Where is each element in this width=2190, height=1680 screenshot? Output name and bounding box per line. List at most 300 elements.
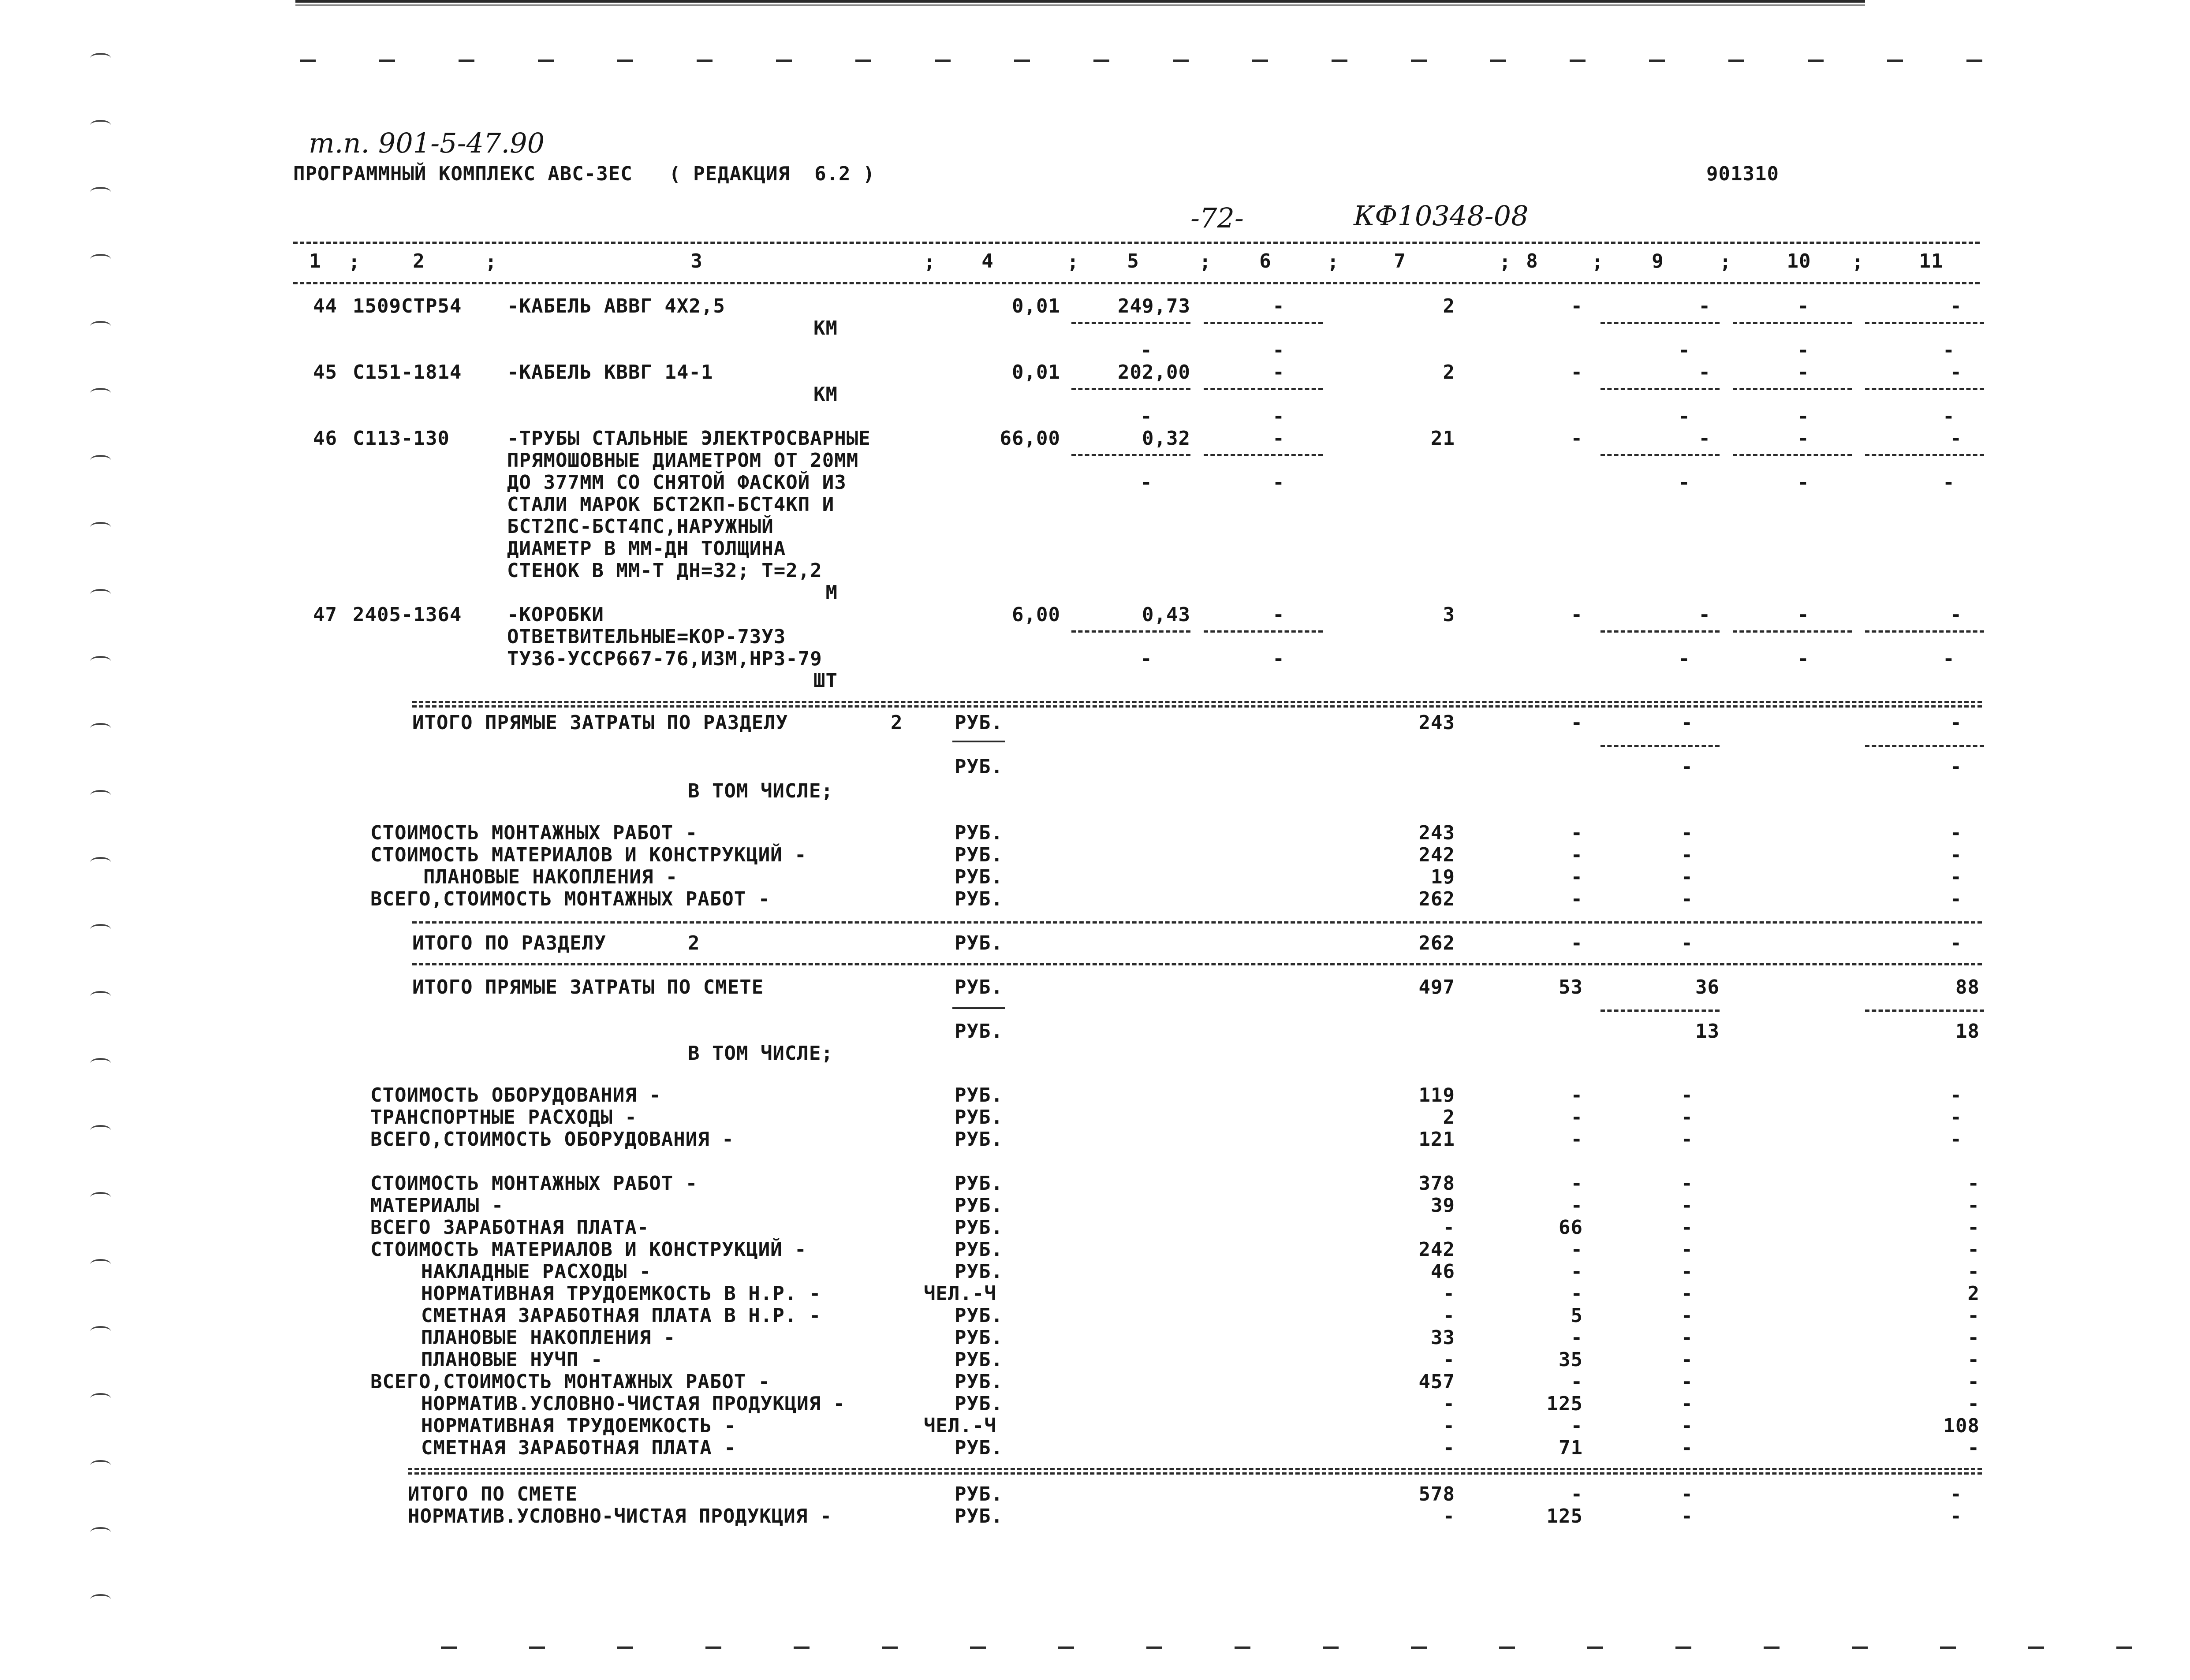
works-row-col8: 5 xyxy=(1571,1304,1583,1327)
handwritten-reference: КФ10348-08 xyxy=(1354,200,1529,232)
section-breakdown-unit: РУБ. xyxy=(955,888,1003,910)
item-col7: 21 xyxy=(1431,427,1455,450)
estimate-total-sub-col11: 18 xyxy=(1955,1020,1980,1043)
works-row-unit: РУБ. xyxy=(955,1172,1003,1195)
works-row-col8: 35 xyxy=(1559,1348,1583,1371)
works-row-col8: - xyxy=(1571,1415,1583,1437)
table-rule xyxy=(1071,630,1190,633)
works-row-col9: - xyxy=(1681,1216,1693,1239)
page-number: -72- xyxy=(1190,202,1244,234)
column-separator: ; xyxy=(1592,251,1604,273)
item-col10: - xyxy=(1797,361,1809,384)
feed-hole-mark xyxy=(90,1125,111,1135)
section-total-col7: 243 xyxy=(1418,711,1455,734)
works-row-col11: 2 xyxy=(1967,1282,1980,1305)
item-number: 45 xyxy=(313,361,337,384)
section-breakdown-col11: - xyxy=(1950,866,1962,888)
feed-hole-mark xyxy=(90,1527,111,1537)
feed-hole-mark xyxy=(90,1460,111,1470)
works-row-col11: - xyxy=(1967,1326,1980,1349)
works-row-label: ПЛАНОВЫЕ НАКОПЛЕНИЯ - xyxy=(421,1326,676,1349)
final-row-col8: 125 xyxy=(1546,1505,1583,1527)
feed-hole-mark xyxy=(90,991,111,1001)
scan-dash xyxy=(1499,1646,1515,1649)
item-code: С151-1814 xyxy=(353,361,462,384)
item-unit: КМ xyxy=(813,383,838,406)
feed-hole-mark xyxy=(90,656,111,666)
section-summary-label: ИТОГО ПО РАЗДЕЛУ xyxy=(412,932,606,954)
feed-hole-mark xyxy=(90,924,111,934)
table-rule xyxy=(1865,745,1984,747)
equipment-row-col7: 2 xyxy=(1443,1106,1455,1129)
item-name-line: ПРЯМОШОВНЫЕ ДИАМЕТРОМ ОТ 20ММ xyxy=(507,449,859,472)
item-sub-col10: - xyxy=(1797,339,1809,361)
item-code: 2405-1364 xyxy=(353,603,462,626)
section-including-label: В ТОМ ЧИСЛЕ; xyxy=(688,780,833,802)
works-row-unit: РУБ. xyxy=(955,1348,1003,1371)
final-row-col8: - xyxy=(1571,1483,1583,1505)
item-sub-col9: - xyxy=(1678,471,1690,494)
item-unit: КМ xyxy=(813,317,838,339)
section-total-sub-col9: - xyxy=(1681,756,1693,778)
section-breakdown-col11: - xyxy=(1950,888,1962,910)
works-row-col8: - xyxy=(1571,1282,1583,1305)
item-quantity: 66,00 xyxy=(1000,427,1060,450)
table-rule xyxy=(952,741,1005,742)
estimate-total-unit: РУБ. xyxy=(955,976,1003,998)
works-row-col7: - xyxy=(1443,1282,1455,1305)
scan-dash xyxy=(441,1646,457,1649)
scan-dash xyxy=(1966,60,1982,62)
works-row-col7: - xyxy=(1443,1415,1455,1437)
item-sub-col6: - xyxy=(1272,648,1285,670)
equipment-row-col9: - xyxy=(1681,1128,1693,1151)
section-breakdown-col7: 262 xyxy=(1418,888,1455,910)
works-row-col8: - xyxy=(1571,1172,1583,1195)
works-row-col11: - xyxy=(1967,1172,1980,1195)
item-col6: - xyxy=(1272,427,1285,450)
works-row-col7: 39 xyxy=(1431,1194,1455,1217)
item-sub-col5: - xyxy=(1140,648,1153,670)
item-number: 47 xyxy=(313,603,337,626)
item-sub-col9: - xyxy=(1678,339,1690,361)
item-name-line: ТУ36-УССР667-76,ИЗМ,НР3-79 xyxy=(507,648,822,670)
item-price: 0,43 xyxy=(1142,603,1190,626)
item-sub-col5: - xyxy=(1140,405,1153,428)
item-sub-col9: - xyxy=(1678,648,1690,670)
table-rule xyxy=(1733,388,1852,390)
table-rule xyxy=(1733,322,1852,324)
item-name-line: СТЕНОК В ММ-Т ДН=32; Т=2,2 xyxy=(507,559,822,582)
table-rule xyxy=(1071,388,1190,390)
table-rule xyxy=(1601,1009,1720,1012)
works-row-col11: - xyxy=(1967,1371,1980,1393)
column-number-3: 3 xyxy=(690,250,703,272)
column-separator: ; xyxy=(1852,251,1864,273)
final-row-col7: - xyxy=(1443,1505,1455,1527)
column-number-7: 7 xyxy=(1394,250,1406,272)
works-row-col7: - xyxy=(1443,1437,1455,1459)
item-col9: - xyxy=(1698,603,1711,626)
works-row-unit: РУБ. xyxy=(955,1304,1003,1327)
section-breakdown-col9: - xyxy=(1681,888,1693,910)
works-row-col8: 125 xyxy=(1546,1393,1583,1415)
equipment-row-col11: - xyxy=(1950,1084,1962,1106)
section-breakdown-col8: - xyxy=(1571,866,1583,888)
works-row-label: СТОИМОСТЬ МАТЕРИАЛОВ И КОНСТРУКЦИЙ - xyxy=(370,1238,807,1261)
item-name-line: ДО 377ММ СО СНЯТОЙ ФАСКОЙ ИЗ xyxy=(507,471,847,494)
item-name-line: ОТВЕТВИТЕЛЬНЫЕ=КОР-73У3 xyxy=(507,626,786,648)
scan-dash xyxy=(697,60,713,62)
item-price: 202,00 xyxy=(1118,361,1190,384)
scan-dash xyxy=(1411,60,1427,62)
table-rule xyxy=(1865,454,1984,456)
item-unit: ШТ xyxy=(813,670,838,692)
estimate-total-col7: 497 xyxy=(1418,976,1455,998)
scan-dash xyxy=(1332,60,1347,62)
works-row-unit: РУБ. xyxy=(955,1238,1003,1261)
column-separator: ; xyxy=(1720,251,1732,273)
item-code: С113-130 xyxy=(353,427,450,450)
table-rule xyxy=(1204,388,1323,390)
scan-dash xyxy=(1675,1646,1691,1649)
works-row-col9: - xyxy=(1681,1326,1693,1349)
item-col9: - xyxy=(1698,427,1711,450)
table-rule xyxy=(1204,630,1323,633)
scan-dash xyxy=(1093,60,1109,62)
scan-dash xyxy=(794,1646,810,1649)
section-breakdown-label: СТОИМОСТЬ МОНТАЖНЫХ РАБОТ - xyxy=(370,822,698,844)
section-breakdown-unit: РУБ. xyxy=(955,844,1003,866)
section-summary-col11: - xyxy=(1950,932,1962,954)
scan-dash xyxy=(529,1646,545,1649)
section-breakdown-col7: 243 xyxy=(1418,822,1455,844)
works-row-col7: - xyxy=(1443,1348,1455,1371)
scan-dash xyxy=(1728,60,1744,62)
works-row-col11: - xyxy=(1967,1348,1980,1371)
item-col10: - xyxy=(1797,427,1809,450)
estimate-total-col8: 53 xyxy=(1559,976,1583,998)
column-separator: ; xyxy=(1067,251,1079,273)
item-col7: 3 xyxy=(1443,603,1455,626)
equipment-row-col11: - xyxy=(1950,1106,1962,1129)
item-col10: - xyxy=(1797,295,1809,317)
scan-dash xyxy=(776,60,792,62)
table-rule xyxy=(952,1007,1005,1009)
column-separator: ; xyxy=(924,251,936,273)
item-price: 249,73 xyxy=(1118,295,1190,317)
section-breakdown-label: ПЛАНОВЫЕ НАКОПЛЕНИЯ - xyxy=(423,866,678,888)
scan-dash xyxy=(1411,1646,1427,1649)
column-separator: ; xyxy=(1327,251,1339,273)
scan-dash xyxy=(459,60,474,62)
scan-dash xyxy=(1323,1646,1339,1649)
item-name-line: БСТ2ПС-БСТ4ПС,НАРУЖНЫЙ xyxy=(507,515,774,538)
column-number-4: 4 xyxy=(981,250,994,272)
scan-dash xyxy=(300,60,316,62)
section-total-label: ИТОГО ПРЯМЫЕ ЗАТРАТЫ ПО РАЗДЕЛУ xyxy=(412,711,788,734)
scan-dash xyxy=(1235,1646,1250,1649)
column-number-2: 2 xyxy=(413,250,425,272)
works-row-col9: - xyxy=(1681,1371,1693,1393)
feed-hole-mark xyxy=(90,388,111,398)
item-col9: - xyxy=(1698,361,1711,384)
item-col10: - xyxy=(1797,603,1809,626)
works-row-col9: - xyxy=(1681,1172,1693,1195)
works-row-unit: РУБ. xyxy=(955,1260,1003,1283)
item-col7: 2 xyxy=(1443,361,1455,384)
scan-dash xyxy=(2116,1646,2132,1649)
table-rule xyxy=(1733,630,1852,633)
column-separator: ; xyxy=(1199,251,1212,273)
scan-top-border xyxy=(295,0,1865,3)
table-rule xyxy=(412,921,1982,924)
item-col6: - xyxy=(1272,295,1285,317)
item-number: 44 xyxy=(313,295,337,317)
section-breakdown-col9: - xyxy=(1681,844,1693,866)
table-rule xyxy=(408,1468,1982,1470)
item-col9: - xyxy=(1698,295,1711,317)
handwritten-project-code: т.п. 901-5-47.90 xyxy=(309,127,545,159)
feed-hole-mark xyxy=(90,522,111,532)
section-total-sub-unit: РУБ. xyxy=(955,756,1003,778)
scan-dash xyxy=(705,1646,721,1649)
works-row-label: ВСЕГО,СТОИМОСТЬ МОНТАЖНЫХ РАБОТ - xyxy=(370,1371,771,1393)
works-row-col8: - xyxy=(1571,1260,1583,1283)
works-row-col7: 378 xyxy=(1418,1172,1455,1195)
scan-dash xyxy=(1173,60,1189,62)
scan-dash xyxy=(617,60,633,62)
section-breakdown-unit: РУБ. xyxy=(955,866,1003,888)
scan-dash xyxy=(1570,60,1586,62)
equipment-row-unit: РУБ. xyxy=(955,1128,1003,1151)
feed-hole-mark xyxy=(90,455,111,465)
equipment-row-unit: РУБ. xyxy=(955,1084,1003,1106)
feed-hole-mark xyxy=(90,120,111,130)
document-number: 901310 xyxy=(1706,163,1779,185)
section-total-unit: РУБ. xyxy=(955,711,1003,734)
works-row-col11: - xyxy=(1967,1194,1980,1217)
scan-top-border xyxy=(295,4,1865,6)
header-top-rule xyxy=(293,242,1980,244)
section-summary-unit: РУБ. xyxy=(955,932,1003,954)
table-rule xyxy=(412,963,1982,965)
table-rule xyxy=(408,1472,1982,1475)
estimate-total-label: ИТОГО ПРЯМЫЕ ЗАТРАТЫ ПО СМЕТЕ xyxy=(412,976,764,998)
works-row-label: СМЕТНАЯ ЗАРАБОТНАЯ ПЛАТА - xyxy=(421,1437,736,1459)
item-name-line: ДИАМЕТР В ММ-ДН ТОЛЩИНА xyxy=(507,537,786,560)
final-row-label: ИТОГО ПО СМЕТЕ xyxy=(408,1483,578,1505)
works-row-label: МАТЕРИАЛЫ - xyxy=(370,1194,504,1217)
item-sub-col10: - xyxy=(1797,648,1809,670)
column-separator: ; xyxy=(1499,251,1511,273)
item-sub-col9: - xyxy=(1678,405,1690,428)
scan-dash xyxy=(1764,1646,1780,1649)
feed-hole-mark xyxy=(90,790,111,800)
estimate-total-sub-col9: 13 xyxy=(1695,1020,1720,1043)
section-breakdown-label: СТОИМОСТЬ МАТЕРИАЛОВ И КОНСТРУКЦИЙ - xyxy=(370,844,807,866)
works-row-col8: - xyxy=(1571,1238,1583,1261)
item-sub-col11: - xyxy=(1943,339,1955,361)
scan-dash xyxy=(1940,1646,1956,1649)
works-row-col9: - xyxy=(1681,1393,1693,1415)
works-row-col7: - xyxy=(1443,1393,1455,1415)
works-row-unit: РУБ. xyxy=(955,1194,1003,1217)
scan-dash xyxy=(1252,60,1268,62)
table-rule xyxy=(1865,388,1984,390)
scan-dash xyxy=(1649,60,1665,62)
works-row-col7: - xyxy=(1443,1304,1455,1327)
feed-hole-mark xyxy=(90,1594,111,1604)
scan-dash xyxy=(538,60,554,62)
column-separator: ; xyxy=(485,251,497,273)
works-row-col11: - xyxy=(1967,1393,1980,1415)
equipment-row-col9: - xyxy=(1681,1106,1693,1129)
works-row-unit: РУБ. xyxy=(955,1326,1003,1349)
feed-hole-mark xyxy=(90,1058,111,1068)
section-total-col8: - xyxy=(1571,711,1583,734)
table-rule xyxy=(1865,1009,1984,1012)
scan-dash xyxy=(1587,1646,1603,1649)
item-sub-col6: - xyxy=(1272,339,1285,361)
section-breakdown-label: ВСЕГО,СТОИМОСТЬ МОНТАЖНЫХ РАБОТ - xyxy=(370,888,771,910)
equipment-row-label: СТОИМОСТЬ ОБОРУДОВАНИЯ - xyxy=(370,1084,661,1106)
item-quantity: 0,01 xyxy=(1012,361,1060,384)
item-col8: - xyxy=(1571,295,1583,317)
works-row-label: СМЕТНАЯ ЗАРАБОТНАЯ ПЛАТА В Н.Р. - xyxy=(421,1304,821,1327)
item-col11: - xyxy=(1950,295,1962,317)
section-breakdown-col7: 19 xyxy=(1431,866,1455,888)
scan-dash xyxy=(855,60,871,62)
item-col6: - xyxy=(1272,361,1285,384)
works-row-label: НАКЛАДНЫЕ РАСХОДЫ - xyxy=(421,1260,652,1283)
item-sub-col5: - xyxy=(1140,471,1153,494)
scan-dash xyxy=(379,60,395,62)
table-rule xyxy=(1071,454,1190,456)
works-row-col8: - xyxy=(1571,1194,1583,1217)
works-row-col7: 242 xyxy=(1418,1238,1455,1261)
section-summary-col8: - xyxy=(1571,932,1583,954)
works-row-label: ВСЕГО ЗАРАБОТНАЯ ПЛАТА- xyxy=(370,1216,649,1239)
works-row-col9: - xyxy=(1681,1348,1693,1371)
estimate-including-label: В ТОМ ЧИСЛЕ; xyxy=(688,1042,833,1065)
item-col7: 2 xyxy=(1443,295,1455,317)
works-row-col11: - xyxy=(1967,1238,1980,1261)
section-breakdown-col9: - xyxy=(1681,822,1693,844)
item-sub-col11: - xyxy=(1943,405,1955,428)
item-quantity: 0,01 xyxy=(1012,295,1060,317)
scan-dash xyxy=(1490,60,1506,62)
works-row-col9: - xyxy=(1681,1260,1693,1283)
item-price: 0,32 xyxy=(1142,427,1190,450)
section-total-col9: - xyxy=(1681,711,1693,734)
program-title: ПРОГРАММНЫЙ КОМПЛЕКС АВС-ЗЕС ( РЕДАКЦИЯ 6.2 ) xyxy=(293,163,875,185)
equipment-row-label: ТРАНСПОРТНЫЕ РАСХОДЫ - xyxy=(370,1106,637,1129)
item-name-line: -КАБЕЛЬ АВВГ 4Х2,5 xyxy=(507,295,725,317)
scan-dash xyxy=(1887,60,1903,62)
feed-hole-mark xyxy=(90,187,111,197)
scan-dash xyxy=(617,1646,633,1649)
table-rule xyxy=(1865,322,1984,324)
item-unit: М xyxy=(825,581,838,604)
column-number-5: 5 xyxy=(1127,250,1139,272)
feed-hole-mark xyxy=(90,53,111,63)
item-sub-col6: - xyxy=(1272,471,1285,494)
section-summary-number: 2 xyxy=(688,932,700,954)
works-row-col9: - xyxy=(1681,1194,1693,1217)
works-row-label: НОРМАТИВНАЯ ТРУДОЕМКОСТЬ - xyxy=(421,1415,736,1437)
works-row-unit: ЧЕЛ.-Ч xyxy=(924,1282,996,1305)
estimate-total-col9: 36 xyxy=(1695,976,1720,998)
equipment-row-unit: РУБ. xyxy=(955,1106,1003,1129)
column-number-8: 8 xyxy=(1526,250,1538,272)
item-quantity: 6,00 xyxy=(1012,603,1060,626)
feed-hole-mark xyxy=(90,723,111,733)
section-summary-col7: 262 xyxy=(1418,932,1455,954)
works-row-label: НОРМАТИВНАЯ ТРУДОЕМКОСТЬ В Н.Р. - xyxy=(421,1282,821,1305)
feed-hole-mark xyxy=(90,321,111,331)
item-sub-col11: - xyxy=(1943,471,1955,494)
equipment-row-col7: 119 xyxy=(1418,1084,1455,1106)
final-row-unit: РУБ. xyxy=(955,1505,1003,1527)
feed-hole-mark xyxy=(90,857,111,867)
table-rule xyxy=(1733,454,1852,456)
table-rule xyxy=(1204,454,1323,456)
item-sub-col6: - xyxy=(1272,405,1285,428)
item-col8: - xyxy=(1571,427,1583,450)
table-rule xyxy=(1601,630,1720,633)
column-number-11: 11 xyxy=(1919,250,1944,272)
works-row-label: НОРМАТИВ.УСЛОВНО-ЧИСТАЯ ПРОДУКЦИЯ - xyxy=(421,1393,846,1415)
section-breakdown-col11: - xyxy=(1950,822,1962,844)
feed-hole-mark xyxy=(90,254,111,264)
item-name-line: -ТРУБЫ СТАЛЬНЫЕ ЭЛЕКТРОСВАРНЫЕ xyxy=(507,427,871,450)
header-bottom-rule xyxy=(293,282,1980,284)
column-number-9: 9 xyxy=(1652,250,1664,272)
item-sub-col11: - xyxy=(1943,648,1955,670)
works-row-col11: - xyxy=(1967,1304,1980,1327)
table-rule xyxy=(1865,630,1984,633)
item-name-line: -КОРОБКИ xyxy=(507,603,604,626)
item-col8: - xyxy=(1571,603,1583,626)
equipment-row-col9: - xyxy=(1681,1084,1693,1106)
scan-dash xyxy=(970,1646,986,1649)
item-col8: - xyxy=(1571,361,1583,384)
equipment-row-col11: - xyxy=(1950,1128,1962,1151)
scan-dash xyxy=(1852,1646,1868,1649)
item-col11: - xyxy=(1950,361,1962,384)
works-row-col8: 66 xyxy=(1559,1216,1583,1239)
table-rule xyxy=(412,701,1982,703)
final-row-label: НОРМАТИВ.УСЛОВНО-ЧИСТАЯ ПРОДУКЦИЯ - xyxy=(408,1505,832,1527)
section-breakdown-unit: РУБ. xyxy=(955,822,1003,844)
column-number-6: 6 xyxy=(1259,250,1272,272)
final-row-unit: РУБ. xyxy=(955,1483,1003,1505)
section-breakdown-col8: - xyxy=(1571,822,1583,844)
scan-dash xyxy=(1146,1646,1162,1649)
item-sub-col10: - xyxy=(1797,405,1809,428)
table-rule xyxy=(412,705,1982,708)
section-total-col11: - xyxy=(1950,711,1962,734)
works-row-unit: ЧЕЛ.-Ч xyxy=(924,1415,996,1437)
works-row-col7: 46 xyxy=(1431,1260,1455,1283)
scan-dash xyxy=(882,1646,898,1649)
works-row-col9: - xyxy=(1681,1437,1693,1459)
scan-dash xyxy=(1058,1646,1074,1649)
table-rule xyxy=(1204,322,1323,324)
section-breakdown-col7: 242 xyxy=(1418,844,1455,866)
column-number-10: 10 xyxy=(1787,250,1811,272)
